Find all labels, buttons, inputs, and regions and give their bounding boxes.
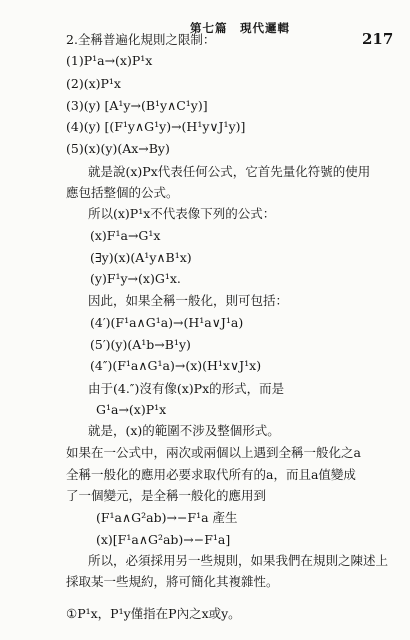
text-line: 全稱一般化的應用必要求取代所有的a，而且a值變成 (66, 466, 356, 482)
page-number: 217 (362, 30, 394, 48)
text-line: (4)(y) [(F¹y∧G¹y)→(H¹y∨J¹y)] (66, 119, 246, 135)
text-line: (x)[F¹a∧G²ab)→−F¹a] (96, 531, 231, 547)
text-line: (4″)(F¹a∧G¹a)→(x)(H¹x∨J¹x) (90, 358, 262, 374)
text-line: 因此，如果全稱一般化，則可包括： (88, 293, 289, 309)
text-line: 就是，(x)的範圍不涉及整個形式。 (88, 423, 280, 439)
text-line: 如果在一公式中，兩次或兩個以上遇到全稱一般化之a (66, 445, 361, 461)
text-line: 所以，必須採用另一些規則，如果我們在規則之陳述上 (88, 553, 389, 568)
text-line: 所以(x)P¹x不代表像下列的公式： (88, 206, 276, 222)
text-line: (3)(y) [A¹y→(B¹y∧C¹y)] (66, 97, 208, 113)
text-line: (∃y)(x)(A¹y∧B¹x) (90, 249, 192, 265)
text-line: G¹a→(x)P¹x (96, 401, 167, 417)
text-line: ①P¹x，P¹y僅指在P內之x或y。 (66, 606, 241, 622)
text-line: (y)F¹y→(x)G¹x. (90, 271, 181, 287)
text-line: (1)P¹a→(x)P¹x (66, 53, 153, 69)
text-line: (2)(x)P¹x (66, 75, 121, 91)
text-line: 了一個變元，是全稱一般化的應用到 (66, 488, 267, 504)
text-line: 應包括整個的公式。 (66, 185, 179, 200)
text-line: 2.全稱普遍化規則之限制： (66, 32, 216, 48)
text-line: (x)F¹a→G¹x (90, 227, 161, 243)
text-line: (5)(x)(y)(Ax→By) (66, 141, 170, 157)
text-line: (4′)(F¹a∧G¹a)→(H¹a∨J¹a) (90, 314, 244, 330)
text-line: 就是說(x)Px代表任何公式，它首先量化符號的使用 (88, 163, 371, 179)
text-line: 由于(4.″)沒有像(x)Px的形式，而是 (88, 380, 285, 396)
running-title: 第七篇 現代邏輯 (190, 21, 290, 35)
text-line: (F¹a∧G²ab)→−F¹a 產生 (96, 510, 238, 526)
text-line: 採取某一些規約，將可簡化其複雜性。 (66, 574, 279, 590)
text-line: (5′)(y)(A¹b→B¹y) (90, 337, 191, 352)
